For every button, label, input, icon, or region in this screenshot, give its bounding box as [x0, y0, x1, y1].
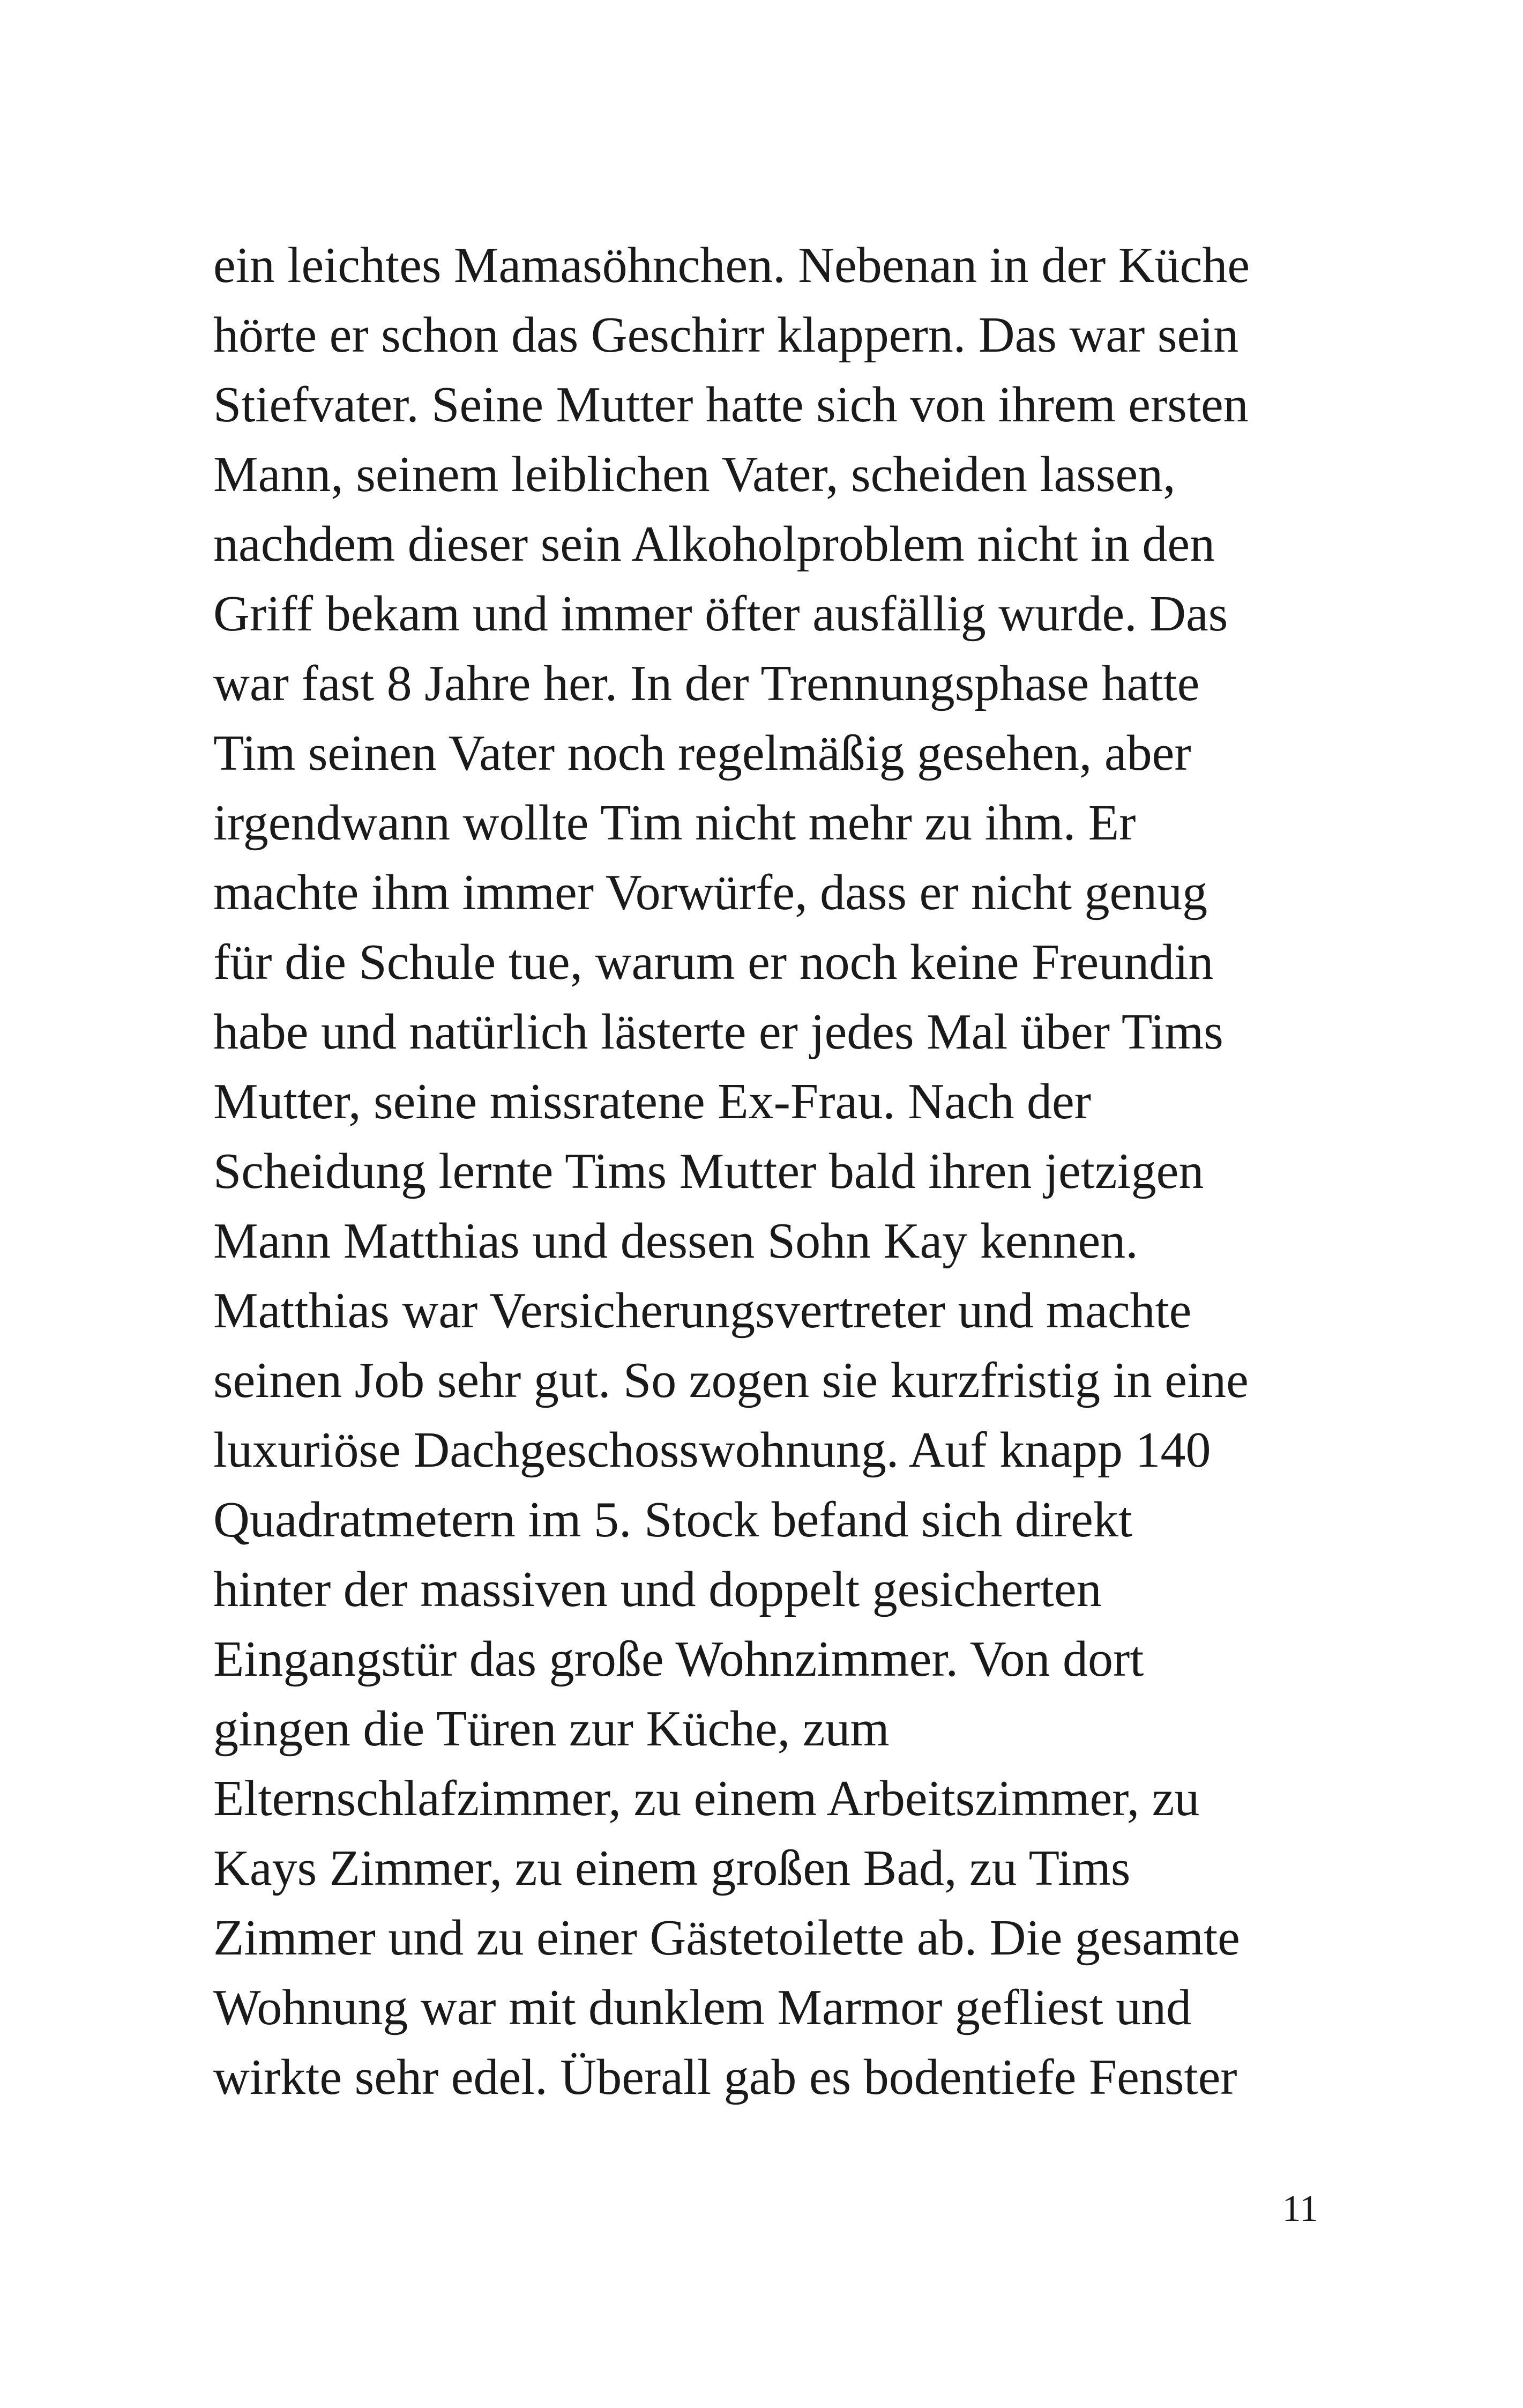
text-line: Mann, seinem leiblichen Vater, scheiden lassen, — [213, 447, 1176, 502]
text-line: luxuriöse Dachgeschosswohnung. Auf knapp 140 — [213, 1422, 1211, 1478]
page-number: 11 — [1282, 2188, 1318, 2229]
text-line: seinen Job sehr gut. So zogen sie kurzfristig in eine — [213, 1352, 1249, 1408]
text-line: war fast 8 Jahre her. In der Trennungsphase hatte — [213, 656, 1200, 711]
text-line: für die Schule tue, warum er noch keine Freundin — [213, 934, 1214, 990]
text-line: Scheidung lernte Tims Mutter bald ihren jetzigen — [213, 1143, 1204, 1199]
text-line: irgendwann wollte Tim nicht mehr zu ihm. Er — [213, 795, 1136, 851]
text-line: Quadratmetern im 5. Stock befand sich direkt — [213, 1492, 1132, 1548]
text-line: ein leichtes Mamasöhnchen. Nebenan in der Küche — [213, 237, 1250, 293]
text-line: Zimmer und zu einer Gästetoilette ab. Die gesamte — [213, 1910, 1240, 1966]
text-line: Wohnung war mit dunklem Marmor gefliest und — [213, 1980, 1192, 2035]
text-line: nachdem dieser sein Alkoholproblem nicht in den — [213, 516, 1215, 572]
text-line: Eingangstür das große Wohnzimmer. Von dort — [213, 1631, 1144, 1687]
text-line: Stiefvater. Seine Mutter hatte sich von ihrem ersten — [213, 377, 1249, 433]
text-line: habe und natürlich lästerte er jedes Mal über Tims — [213, 1004, 1223, 1060]
text-line: Mutter, seine missratene Ex-Frau. Nach der — [213, 1074, 1092, 1129]
text-line: Matthias war Versicherungsvertreter und machte — [213, 1283, 1192, 1339]
text-line: Mann Matthias und dessen Sohn Kay kennen. — [213, 1213, 1138, 1269]
text-line: Kays Zimmer, zu einem großen Bad, zu Tims — [213, 1840, 1131, 1896]
body-text — [213, 231, 1360, 2112]
text-line: Tim seinen Vater noch regelmäßig gesehen, aber — [213, 725, 1191, 781]
text-line: hörte er schon das Geschirr klappern. Das war sein — [213, 307, 1239, 363]
text-line: gingen die Türen zur Küche, zum — [213, 1701, 890, 1757]
text-line: Griff bekam und immer öfter ausfällig wurde. Das — [213, 586, 1228, 642]
text-line: Elternschlafzimmer, zu einem Arbeitszimmer, zu — [213, 1771, 1200, 1826]
text-line: wirkte sehr edel. Überall gab es bodentiefe Fenster — [213, 2049, 1237, 2105]
text-line: machte ihm immer Vorwürfe, dass er nicht genug — [213, 865, 1208, 920]
text-line: hinter der massiven und doppelt gesicherten — [213, 1562, 1102, 1617]
